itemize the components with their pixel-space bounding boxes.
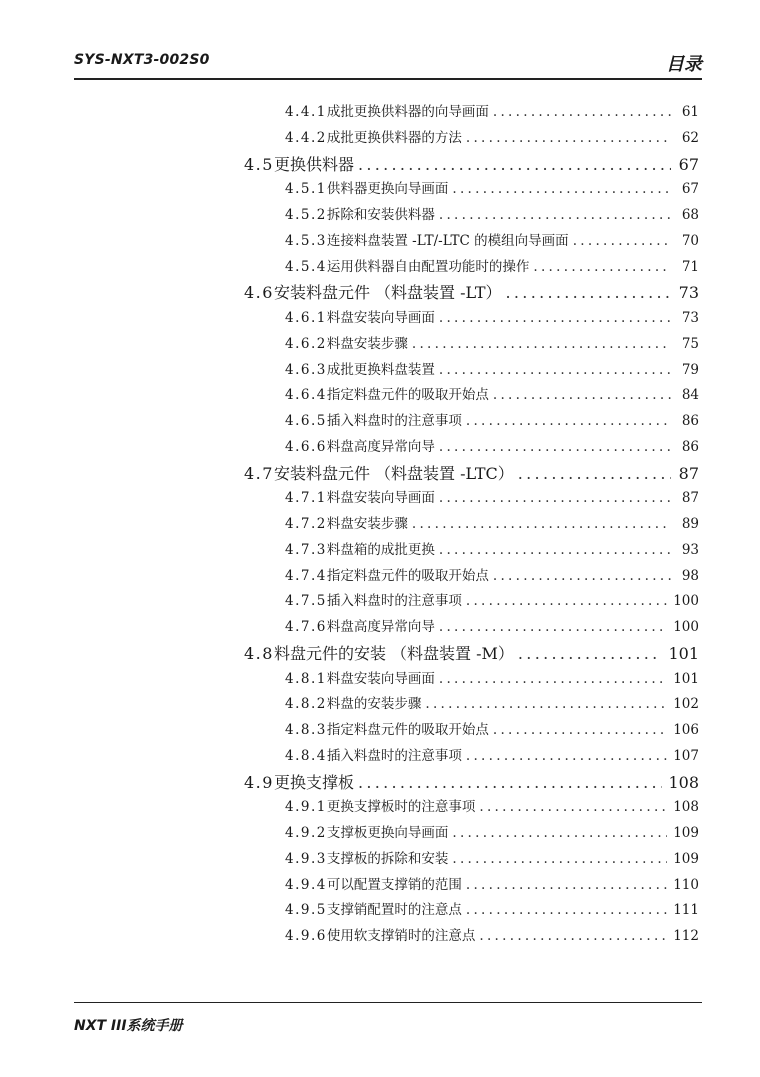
toc-subsection-entry[interactable]: [285, 873, 699, 895]
toc-dot-leader: [573, 233, 671, 249]
toc-section-entry[interactable]: [244, 152, 699, 174]
toc-entry-number: 4.7.6: [285, 619, 327, 635]
toc-entry-page: 107: [673, 747, 699, 764]
toc-entry-number: 4.7.2: [285, 516, 327, 532]
toc-subsection-entry[interactable]: [285, 924, 699, 946]
toc-entry-page: 71: [681, 258, 699, 275]
toc-entry-title: 料盘安装向导画面: [326, 670, 435, 687]
toc-entry-title: 料盘安装向导画面: [326, 310, 435, 326]
toc-subsection-entry[interactable]: [285, 589, 699, 611]
toc-entry-number: 4.5.4: [285, 258, 327, 275]
toc-entry-title: 料盘的安装步骤: [326, 696, 422, 713]
toc-subsection-entry[interactable]: [285, 795, 699, 817]
toc-entry-page: 100: [673, 619, 699, 635]
toc-entry-title: 使用软支撑销时的注意点: [326, 928, 476, 944]
toc-subsection-entry[interactable]: [285, 435, 699, 457]
toc-dot-leader: [412, 516, 671, 532]
toc-dot-leader: [425, 696, 667, 712]
toc-subsection-entry[interactable]: [285, 229, 699, 251]
toc-entry-page: 101: [668, 643, 699, 663]
toc-entry-number: 4.7.4: [285, 567, 327, 584]
toc-entry-title: 拆除和安装供料器: [326, 207, 435, 223]
toc-entry-number: 4.8.2: [285, 696, 327, 713]
toc-entry-title: 支撑板的拆除和安装: [326, 850, 449, 867]
toc-entry-page: 106: [673, 722, 699, 738]
toc-subsection-entry[interactable]: [285, 512, 699, 534]
toc-subsection-entry[interactable]: [285, 744, 699, 766]
toc-entry-title: 安装料盘元件 （料盘装置 -LT）: [273, 283, 502, 303]
toc-entry-page: 67: [681, 181, 699, 198]
toc-section-entry[interactable]: [244, 641, 699, 663]
toc-entry-number: 4.6.2: [285, 335, 327, 352]
toc-entry-page: 73: [681, 310, 699, 326]
toc-entry-title: 料盘高度异常向导: [326, 438, 435, 455]
toc-entry-title: 更换供料器: [273, 154, 354, 174]
toc-dot-leader: [439, 310, 671, 326]
toc-subsection-entry[interactable]: [285, 203, 699, 225]
toc-entry-title: 成批更换料盘装置: [326, 361, 435, 378]
document-id: SYS-NXT3-002S0: [74, 52, 210, 68]
toc-entry-title: 插入料盘时的注意事项: [326, 747, 462, 764]
toc-dot-leader: [493, 104, 671, 120]
toc-entry-title: 支撑销配置时的注意点: [326, 902, 462, 919]
toc-subsection-entry[interactable]: [285, 177, 699, 199]
toc-dot-leader: [452, 181, 671, 197]
toc-entry-title: 支撑板更换向导画面: [326, 825, 449, 841]
toc-entry-title: 料盘箱的成批更换: [326, 541, 435, 558]
toc-dot-leader: [439, 671, 667, 687]
toc-entry-number: 4.8.1: [285, 670, 327, 687]
toc-entry-page: 108: [673, 799, 699, 816]
toc-entry-title: 料盘安装步骤: [326, 516, 408, 532]
toc-entry-title: 成批更换供料器的方法: [326, 129, 462, 146]
toc-entry-number: 4.9.1: [285, 799, 327, 816]
toc-dot-leader: [466, 902, 667, 918]
toc-dot-leader: [452, 851, 667, 867]
toc-dot-leader: [533, 259, 671, 275]
toc-dot-leader: [358, 155, 671, 174]
toc-subsection-entry[interactable]: [285, 898, 699, 920]
toc-entry-title: 插入料盘时的注意事项: [326, 593, 462, 610]
toc-entry-title: 可以配置支撑销的范围: [326, 876, 462, 893]
toc-entry-title: 更换支撑板时的注意事项: [326, 799, 476, 816]
toc-dot-leader: [452, 825, 667, 841]
toc-entry-page: 79: [681, 361, 699, 378]
toc-entry-title: 插入料盘时的注意事项: [326, 413, 462, 429]
toc-entry-number: 4.6.1: [285, 310, 327, 326]
toc-subsection-entry[interactable]: [285, 332, 699, 354]
toc-entry-number: 4.9.3: [285, 850, 327, 867]
toc-entry-number: 4.8.3: [285, 722, 327, 738]
toc-entry-number: 4.4.2: [285, 129, 327, 146]
toc-subsection-entry[interactable]: [285, 383, 699, 405]
toc-entry-page: 89: [681, 516, 699, 532]
toc-subsection-entry[interactable]: [285, 100, 699, 122]
manual-title: NXT III系统手册: [74, 1018, 183, 1034]
toc-entry-number: 4.7.5: [285, 593, 327, 610]
toc-subsection-entry[interactable]: [285, 615, 699, 637]
toc-dot-leader: [412, 336, 671, 352]
toc-subsection-entry[interactable]: [285, 538, 699, 560]
toc-dot-leader: [493, 387, 671, 403]
toc-dot-leader: [439, 362, 671, 378]
toc-entry-number: 4.6.6: [285, 438, 327, 455]
toc-entry-number: 4.9: [244, 772, 274, 792]
toc-entry-page: 67: [678, 154, 699, 174]
toc-dot-leader: [439, 207, 671, 223]
toc-entry-page: 109: [673, 825, 699, 841]
toc-entry-page: 93: [681, 541, 699, 558]
toc-entry-number: 4.9.5: [285, 902, 327, 919]
toc-entry-page: 109: [673, 850, 699, 867]
toc-subsection-entry[interactable]: [285, 358, 699, 380]
toc-entry-page: 84: [681, 387, 699, 404]
toc-entry-number: 4.7: [244, 463, 274, 483]
toc-entry-title: 供料器更换向导画面: [326, 181, 449, 198]
toc-entry-page: 112: [673, 928, 699, 944]
toc-entry-number: 4.5: [244, 154, 274, 174]
toc-entry-number: 4.9.4: [285, 876, 327, 893]
toc-section-entry[interactable]: [244, 461, 699, 483]
toc-entry-title: 指定料盘元件的吸取开始点: [326, 722, 489, 738]
section-title: 目录: [666, 54, 702, 75]
toc-dot-leader: [506, 283, 671, 302]
toc-entry-page: 86: [681, 413, 699, 429]
toc-section-entry[interactable]: [244, 280, 699, 302]
toc-entry-number: 4.7.3: [285, 541, 327, 558]
toc-dot-leader: [466, 130, 671, 146]
toc-dot-leader: [466, 877, 667, 893]
toc-entry-number: 4.8.4: [285, 747, 327, 764]
toc-entry-page: 101: [673, 670, 699, 687]
toc-dot-leader: [439, 619, 667, 635]
toc-entry-page: 108: [668, 772, 699, 792]
toc-entry-page: 87: [678, 463, 699, 483]
toc-entry-page: 73: [678, 283, 699, 303]
toc-dot-leader: [479, 799, 667, 815]
toc-entry-title: 安装料盘元件 （料盘装置 -LTC）: [273, 463, 514, 483]
toc-entry-page: 62: [681, 129, 699, 146]
toc-entry-number: 4.5.2: [285, 207, 327, 223]
toc-subsection-entry[interactable]: [285, 126, 699, 148]
toc-dot-leader: [466, 593, 667, 609]
toc-entry-title: 指定料盘元件的吸取开始点: [326, 567, 489, 584]
toc-subsection-entry[interactable]: [285, 409, 699, 431]
toc-entry-number: 4.4.1: [285, 104, 327, 120]
toc-dot-leader: [439, 490, 671, 506]
toc-entry-number: 4.5.1: [285, 181, 327, 198]
toc-dot-leader: [518, 644, 663, 663]
toc-dot-leader: [493, 722, 667, 738]
toc-entry-page: 87: [681, 490, 699, 507]
toc-entry-number: 4.6.4: [285, 387, 327, 404]
toc-subsection-entry[interactable]: [285, 718, 699, 740]
toc-entry-number: 4.9.6: [285, 928, 327, 944]
toc-entry-page: 68: [681, 207, 699, 223]
toc-entry-title: 料盘元件的安装 （料盘装置 -M）: [273, 643, 514, 663]
toc-entry-page: 86: [681, 438, 699, 455]
toc-subsection-entry[interactable]: [285, 847, 699, 869]
toc-entry-title: 料盘安装步骤: [326, 335, 408, 352]
toc-dot-leader: [518, 464, 671, 483]
toc-entry-title: 料盘高度异常向导: [326, 619, 435, 635]
page-header: [74, 50, 702, 80]
toc-entry-title: 运用供料器自由配置功能时的操作: [326, 258, 530, 275]
toc-subsection-entry[interactable]: [285, 486, 699, 508]
toc-entry-page: 100: [673, 593, 699, 610]
toc-entry-page: 102: [673, 696, 699, 713]
toc-entry-number: 4.9.2: [285, 825, 327, 841]
toc-subsection-entry[interactable]: [285, 564, 699, 586]
toc-entry-number: 4.6.5: [285, 413, 327, 429]
toc-subsection-entry[interactable]: [285, 306, 699, 328]
toc-entry-page: 70: [681, 232, 699, 249]
toc-dot-leader: [493, 568, 671, 584]
toc-entry-page: 110: [673, 876, 699, 893]
toc-section-entry[interactable]: [244, 770, 699, 792]
toc-dot-leader: [479, 928, 667, 944]
toc-dot-leader: [358, 773, 662, 792]
toc-entry-page: 98: [681, 567, 699, 584]
toc-dot-leader: [466, 748, 667, 764]
toc-entry-number: 4.6.3: [285, 361, 327, 378]
toc-entry-number: 4.5.3: [285, 232, 327, 249]
toc-entry-number: 4.7.1: [285, 490, 327, 507]
toc-entry-page: 61: [681, 104, 699, 120]
toc-dot-leader: [466, 413, 671, 429]
toc-entry-number: 4.6: [244, 283, 274, 303]
toc-subsection-entry[interactable]: [285, 667, 699, 689]
toc-entry-page: 75: [681, 335, 699, 352]
toc-entry-title: 成批更换供料器的向导画面: [326, 104, 489, 120]
toc-entry-title: 指定料盘元件的吸取开始点: [326, 387, 489, 404]
toc-entry-title: 料盘安装向导画面: [326, 490, 435, 507]
toc-subsection-entry[interactable]: [285, 692, 699, 714]
toc-entry-number: 4.8: [244, 643, 274, 663]
toc-subsection-entry[interactable]: [285, 821, 699, 843]
toc-dot-leader: [439, 542, 671, 558]
page-footer: [74, 1002, 702, 1034]
toc-entry-title: 连接料盘装置 -LT/-LTC 的模组向导画面: [326, 232, 569, 249]
toc-entry-title: 更换支撑板: [273, 772, 354, 792]
toc-dot-leader: [439, 439, 671, 455]
toc-subsection-entry[interactable]: [285, 255, 699, 277]
toc-entry-page: 111: [673, 902, 699, 919]
